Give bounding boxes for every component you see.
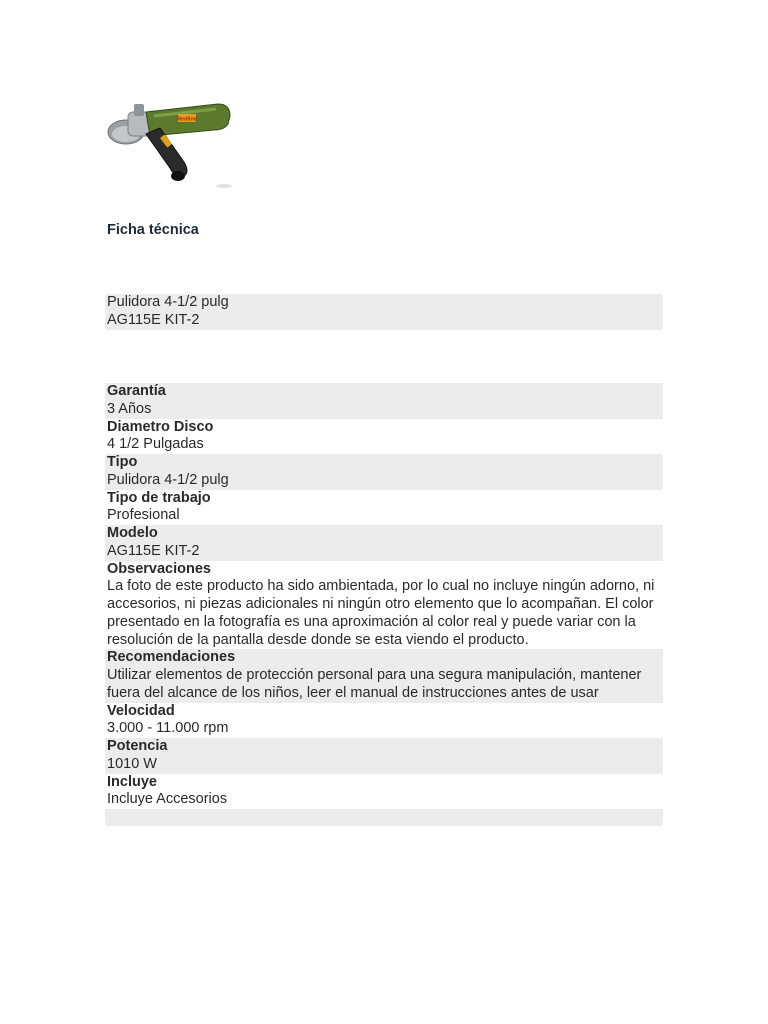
page-title: Ficha técnica <box>107 222 199 238</box>
spec-value: 3.000 - 11.000 rpm <box>107 720 229 737</box>
spec-label: Incluye <box>107 773 157 790</box>
spec-row-empty <box>105 809 663 826</box>
spec-label: Diametro Disco <box>107 418 214 435</box>
spec-label: Potencia <box>107 738 168 754</box>
spec-value: Profesional <box>107 507 180 524</box>
spec-label: Tipo <box>107 454 138 470</box>
spec-label: Modelo <box>107 525 158 541</box>
spec-label: Velocidad <box>107 702 175 719</box>
spec-row-diametro <box>105 419 663 455</box>
product-image <box>106 94 234 190</box>
spec-row-tipo-trabajo <box>105 490 663 526</box>
product-name-line: Pulidora 4-1/2 pulg <box>107 294 229 310</box>
spec-value: Incluye Accesorios <box>107 791 228 808</box>
angle-grinder-icon <box>106 94 234 190</box>
spec-label: Recomendaciones <box>107 649 236 666</box>
spec-value: Utilizar elementos de protección personal para una segura manipulación, mantener fuera del alcance de los niños, leer el manual de instrucciones antes de usar <box>107 667 642 701</box>
spec-value: 3 Años <box>107 400 152 417</box>
spec-label: Tipo de trabajo <box>107 489 211 506</box>
spec-value: La foto de este producto ha sido ambientada, por lo cual no incluye ningún adorno, ni accesorios, ni piezas adicionales ni ningún otro elemento que lo acompañan. El color presentado en la fotografía es una aproximación al color real y puede variar con la resolución de la pantalla desde donde se esta viendo el producto. <box>107 578 655 648</box>
spec-row-garantia <box>105 383 663 419</box>
spec-row-modelo <box>105 525 663 561</box>
spec-row-incluye <box>105 774 663 810</box>
spec-value: Pulidora 4-1/2 pulg <box>107 471 229 488</box>
brand-logo: Redline <box>177 116 197 123</box>
spec-row-observaciones <box>105 561 663 650</box>
spec-label: Garantía <box>107 383 166 399</box>
spec-row-recomendaciones <box>105 649 663 702</box>
spec-row-velocidad <box>105 703 663 739</box>
product-model-line: AG115E KIT-2 <box>107 311 200 328</box>
spec-row-potencia <box>105 738 663 774</box>
product-name <box>105 294 663 330</box>
spec-label: Observaciones <box>107 560 211 577</box>
spec-value: 4 1/2 Pulgadas <box>107 436 204 453</box>
spec-value: AG115E KIT-2 <box>107 542 200 559</box>
spec-table <box>105 383 663 826</box>
spec-value: 1010 W <box>107 755 157 772</box>
spec-row-tipo <box>105 454 663 490</box>
